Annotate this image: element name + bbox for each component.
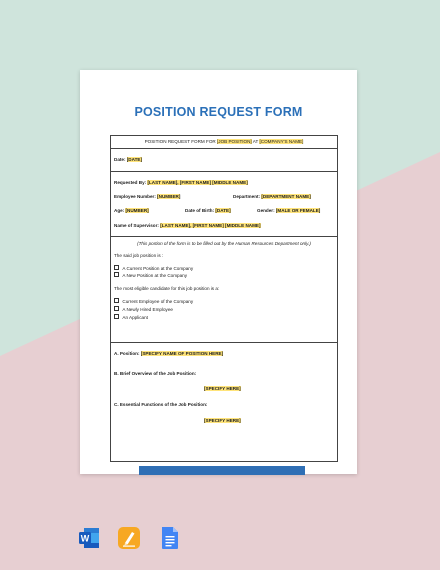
word-icon[interactable] [77, 526, 101, 555]
functions-value: [SPECIFY HERE] [204, 418, 241, 423]
position-question: The said job position is : [114, 253, 164, 258]
age-label: Age: [114, 208, 126, 213]
option-label: A Newly Hired Employee [122, 307, 173, 313]
job-position-placeholder: [JOB POSITION] [217, 139, 252, 144]
position-label: A. Position: [114, 351, 141, 356]
gender-label: Gender: [257, 208, 276, 213]
candidate-option-current-employee[interactable] [114, 298, 193, 305]
position-value: [SPECIFY NAME OF POSITION HERE] [140, 351, 224, 356]
date-value: [DATE] [126, 157, 142, 162]
gender-value: [MALE OR FEMALE] [275, 208, 321, 213]
details-section [111, 343, 337, 441]
requested-by-label: Requested By: [114, 180, 148, 185]
supervisor-label: Name of Supervisor: [114, 223, 161, 228]
checkbox[interactable] [114, 314, 119, 319]
employee-number-value: [NUMBER] [157, 194, 181, 199]
hr-section [111, 237, 337, 343]
checkbox[interactable] [114, 306, 119, 311]
header-prefix: POSITION REQUEST FORM FOR [144, 139, 217, 144]
checkbox[interactable] [114, 272, 119, 277]
option-label: A New Position at the Company [122, 273, 187, 279]
requested-by-value: [LAST NAME], [FIRST NAME] [MIDDLE NAME] [147, 180, 248, 185]
department-value: [DEPARTMENT NAME] [261, 194, 311, 199]
document-page [80, 70, 357, 474]
google-docs-icon[interactable] [160, 526, 180, 555]
overview-label: B. Brief Overview of the Job Position: [114, 371, 197, 376]
date-row [111, 149, 337, 172]
option-label: Current Employee of the Company [122, 299, 194, 305]
header-middle: AT [251, 139, 260, 144]
date-label: Date: [114, 157, 127, 162]
svg-text:W: W [80, 533, 90, 544]
overview-value: [SPECIFY HERE] [204, 386, 241, 391]
position-option-new[interactable] [114, 272, 187, 279]
functions-label: C. Essential Functions of the Job Position: [114, 402, 208, 407]
form-header-row [111, 136, 337, 149]
checkbox[interactable] [114, 265, 119, 270]
dob-label: Date of Birth: [185, 208, 216, 213]
department-label: Department: [233, 194, 262, 199]
candidate-question: The most eligible candidate for this job position is a: [114, 286, 220, 291]
option-label: An Applicant [122, 315, 148, 321]
candidate-option-new-hire[interactable] [114, 306, 173, 313]
age-value: [NUMBER] [125, 208, 149, 213]
employee-number-label: Employee Number: [114, 194, 158, 199]
option-label: A Current Position at the Company [122, 266, 194, 272]
dob-value: [DATE] [215, 208, 231, 213]
supervisor-value: [LAST NAME], [FIRST NAME] [MIDDLE NAME] [160, 223, 261, 228]
pages-icon[interactable] [117, 526, 141, 555]
candidate-option-applicant[interactable] [114, 314, 148, 321]
requester-section [111, 172, 337, 237]
page-title: POSITION REQUEST FORM [134, 105, 303, 119]
form-table [110, 135, 338, 462]
company-name-placeholder: [COMPANY'S NAME] [259, 139, 304, 144]
checkbox[interactable] [114, 298, 119, 303]
download-bar[interactable] [139, 466, 305, 475]
hr-note: (This portion of the form is to be filled out by the Human Resources Department only.) [137, 241, 311, 246]
